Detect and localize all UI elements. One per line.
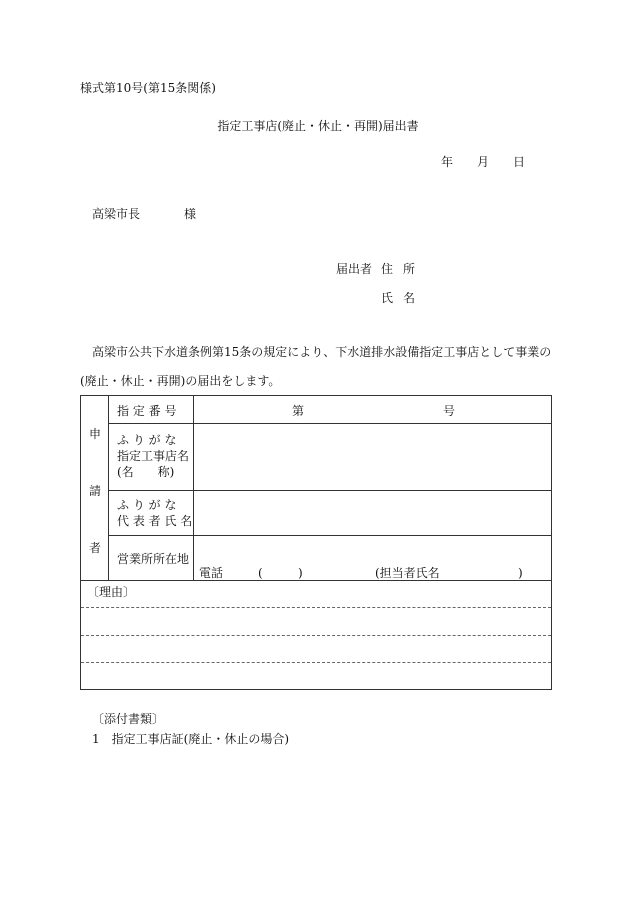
representative-name-label: 代 表 者 氏 名 bbox=[117, 514, 193, 528]
phone-paren-open: ( bbox=[258, 566, 263, 580]
attachments-title: 〔添付書類〕 bbox=[92, 712, 165, 726]
store-name-sub-label: (名 称) bbox=[117, 465, 175, 479]
representative-furigana-label: ふ り が な bbox=[117, 498, 177, 512]
form-number: 様式第10号(第15条関係) bbox=[80, 81, 216, 95]
application-form-table bbox=[80, 395, 552, 690]
designation-number-label: 指 定 番 号 bbox=[117, 404, 177, 418]
designation-number-prefix: 第 bbox=[292, 404, 305, 418]
row-divider-2 bbox=[108, 490, 551, 491]
phone-label: 電話 bbox=[199, 566, 224, 580]
contact-person-label: (担当者氏名 bbox=[375, 566, 440, 580]
contact-paren-close: ) bbox=[518, 566, 523, 580]
body-text-line-2: (廃止・休止・再開)の届出をします。 bbox=[80, 374, 281, 388]
notifier-address-label: 住所 bbox=[381, 262, 426, 276]
notifier-label: 届出者 bbox=[336, 262, 373, 276]
date-year-label: 年 bbox=[441, 155, 454, 169]
body-text-line-1: 高梁市公共下水道条例第15条の規定により、下水道排水設備指定工事店として事業の bbox=[92, 345, 552, 359]
designation-number-suffix: 号 bbox=[443, 404, 456, 418]
phone-paren-close: ) bbox=[298, 566, 303, 580]
reason-dotted-line-2 bbox=[81, 635, 551, 636]
row-divider-3 bbox=[108, 535, 551, 536]
reason-label: 〔理由〕 bbox=[87, 585, 136, 599]
notifier-name-label: 氏名 bbox=[381, 291, 426, 305]
reason-dotted-line-3 bbox=[81, 662, 551, 663]
office-location-label: 営業所所在地 bbox=[117, 552, 190, 566]
document-title: 指定工事店(廃止・休止・再開)届出書 bbox=[217, 119, 419, 133]
store-name-label: 指定工事店名 bbox=[117, 449, 190, 463]
addressee-honorific: 様 bbox=[184, 207, 197, 221]
attachment-item: 1 指定工事店証(廃止・休止の場合) bbox=[92, 732, 289, 746]
applicant-label-char-1: 申 bbox=[89, 427, 102, 441]
date-month-label: 月 bbox=[477, 155, 490, 169]
applicant-label-char-2: 請 bbox=[89, 484, 102, 498]
row-divider-1 bbox=[108, 423, 551, 424]
addressee-name: 高梁市長 bbox=[92, 207, 141, 221]
reason-dotted-line-1 bbox=[81, 607, 551, 608]
store-furigana-label: ふ り が な bbox=[117, 433, 177, 447]
date-day-label: 日 bbox=[513, 155, 526, 169]
applicant-label-char-3: 者 bbox=[89, 541, 102, 555]
reason-section-divider bbox=[81, 580, 551, 581]
